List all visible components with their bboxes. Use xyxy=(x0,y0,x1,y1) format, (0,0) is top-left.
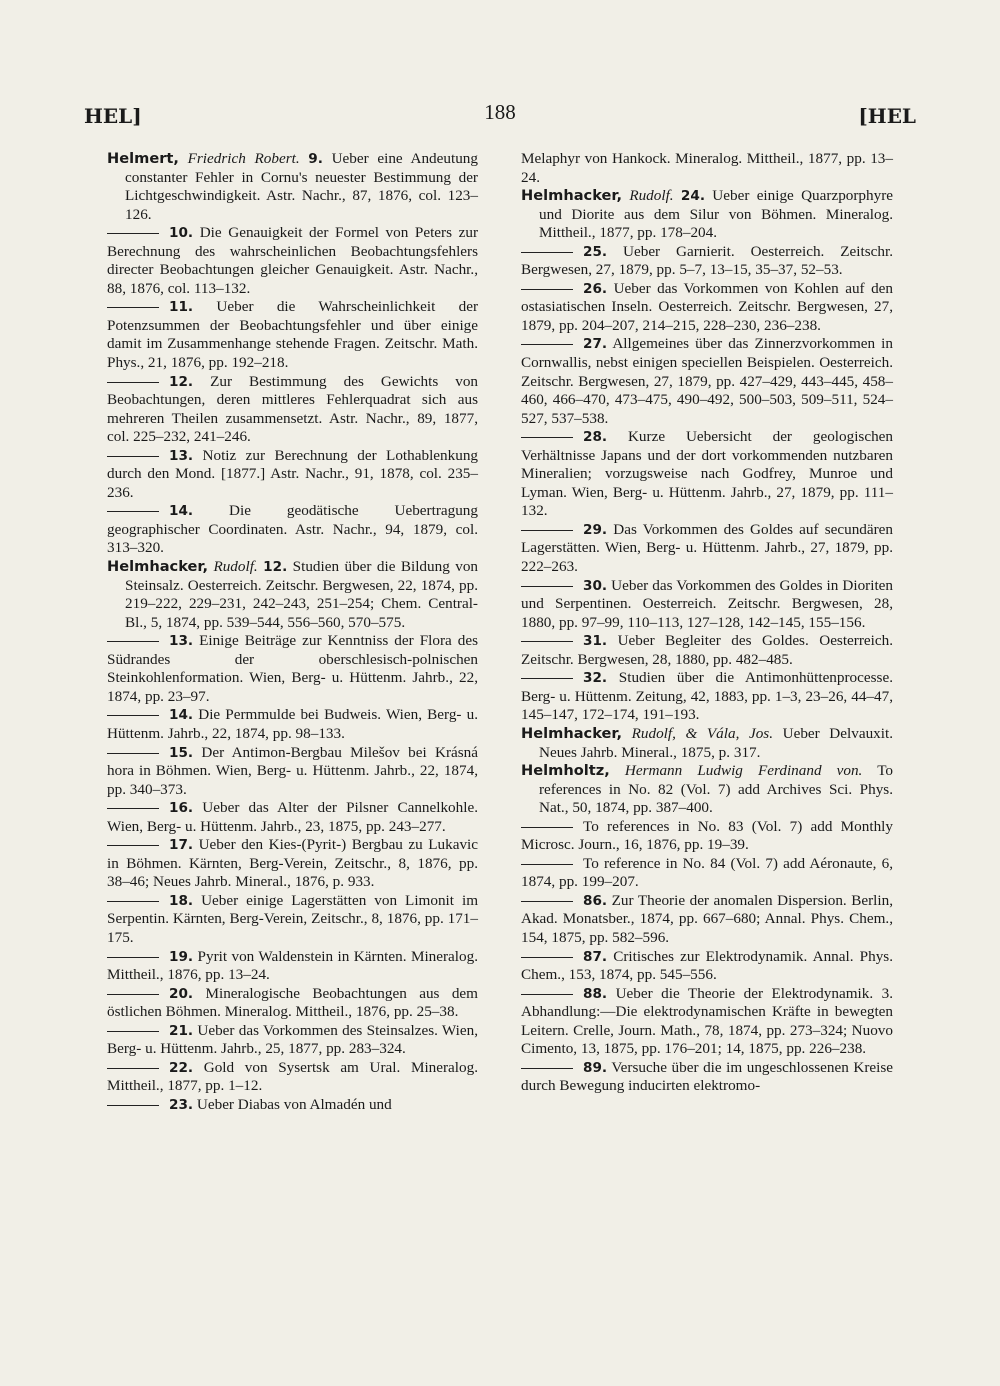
entry-number: 21. xyxy=(169,1022,194,1039)
bibliography-entry xyxy=(107,224,478,298)
entry-text: Der Antimon-Bergbau Milešov bei Krásná hora in Böhmen. Wien, Berg- u. Hüttenm. Jahrb., 22, 1874, pp. 340–373. xyxy=(107,743,478,798)
bibliography-entry xyxy=(107,892,478,948)
left-column xyxy=(107,150,478,1114)
bibliography-entry xyxy=(107,799,478,836)
bibliography-entry xyxy=(521,669,893,725)
entry-number: 23. xyxy=(169,1096,194,1113)
bibliography-entry xyxy=(107,744,478,800)
entry-text: Ueber das Alter der Pilsner Cannelkohle. Wien, Berg- u. Hüttenm. Jahrb., 23, 1875, pp. 243–277. xyxy=(107,799,479,835)
ditto-dash xyxy=(521,994,573,995)
entry-number: 13. xyxy=(169,633,194,650)
entry-text: Ueber eine Andeutung constanter Fehler in Cornu's neuester Bestimmung der Lichtgeschwindigkeit. Astr. Nachr., 87, 1876, col. 123–126. xyxy=(125,150,478,223)
entry-text: Zur Theorie der anomalen Dispersion. Berlin, Akad. Monatsber., 1874, pp. 667–680; Annal. Phys. Chem., 154, 1875, pp. 582–596. xyxy=(521,891,894,946)
bibliography-entry xyxy=(521,1059,893,1096)
entry-text: Ueber Garnierit. Oesterreich. Zeitschr. Bergwesen, 27, 1879, pp. 5–7, 13–15, 35–37, 52–53. xyxy=(521,242,893,279)
author-given-name: Friedrich Robert. xyxy=(187,150,300,167)
bibliography-entry xyxy=(521,985,893,1059)
entry-text: Mineralogische Beobachtungen aus dem östlichen Böhmen. Mineralog. Mittheil., 1876, pp. 25–38. xyxy=(107,984,478,1021)
ditto-dash xyxy=(107,1068,159,1069)
author-name: Helmhacker, xyxy=(521,187,623,205)
entry-text: Ueber Begleiter des Goldes. Oesterreich. Zeitschr. Bergwesen, 28, 1880, pp. 482–485. xyxy=(521,632,894,668)
bibliography-entry xyxy=(107,1059,478,1096)
entry-text: Ueber die Wahrscheinlichkeit der Potenzsummen der Beobachtungsfehler und über einige damit im Zusammenhange stehende Fragen. Zeitschr. Math. Phys., 21, 1876, pp. 192–218. xyxy=(107,298,479,372)
entry-text: Ueber das Vorkommen des Steinsalzes. Wien, Berg- u. Hüttenm. Jahrb., 25, 1877, pp. 283–324. xyxy=(107,1021,478,1058)
ditto-dash xyxy=(107,901,159,902)
ditto-dash xyxy=(521,827,573,828)
entry-number: 31. xyxy=(583,633,608,650)
running-head-left: HEL] xyxy=(84,104,142,128)
bibliography-entry xyxy=(107,948,478,985)
entry-text: Ueber das Vorkommen von Kohlen auf den ostasiatischen Inseln. Oesterreich. Zeitschr. Bergwesen, 27, 1879, pp. 204–207, 214–215, 228–230, 236–238. xyxy=(521,279,893,334)
entry-number: 12. xyxy=(169,373,194,390)
entry-text: Studien über die Antimonhüttenprocesse. Berg- u. Hüttenm. Zeitung, 42, 1883, pp. 1–3, 23–26, 44–47, 145–147, 172–174, 191–193. xyxy=(521,669,893,724)
ditto-dash xyxy=(521,641,573,642)
ditto-dash xyxy=(107,994,159,995)
entry-text: Die Genauigkeit der Formel von Peters zur Berechnung des wahrscheinlichen Beobachtungsfehlers directer Beobachtungen gleicher Genauigkeit. Astr. Nachr., 88, 1876, col. 113–132. xyxy=(107,224,478,297)
ditto-dash xyxy=(521,530,573,531)
entry-text: Studien über die Bildung von Steinsalz. Oesterreich. Zeitschr. Bergwesen, 22, 1874, pp. 219–222, 229–231, 242–243, 251–254; Chem. Central-Bl., 5, 1874, pp. 539–544, 556–560, 570–575. xyxy=(125,558,479,631)
running-head-right: [HEL xyxy=(858,104,916,128)
bibliography-entry xyxy=(521,280,893,336)
bibliography-entry xyxy=(521,892,893,948)
bibliography-entry xyxy=(107,502,478,558)
bibliography-entry xyxy=(521,948,893,985)
entry-number: 13. xyxy=(169,447,194,464)
entry-text: Allgemeines über das Zinnerzvorkommen in Cornwallis, nebst einigen speciellen Beispielen. Oesterreich. Zeitschr. Bergwesen, 27, 1879, pp. 427–429, 443–445, 458–460, 466–470, 473–475, 490–492, 500–503, 509–511, 524–527, 537–538. xyxy=(521,335,893,427)
bibliography-entry xyxy=(107,706,478,743)
entry-number: 9. xyxy=(308,151,323,167)
ditto-dash xyxy=(107,808,159,809)
entry-text: Ueber einige Lagerstätten von Limonit im Serpentin. Kärnten, Berg-Verein, Zeitschr., 8, 1876, pp. 171–175. xyxy=(107,891,479,946)
ditto-dash xyxy=(107,845,159,846)
bibliography-entry xyxy=(107,985,478,1022)
ditto-dash xyxy=(107,307,159,308)
right-column xyxy=(521,150,893,1096)
bibliography-entry xyxy=(521,818,893,855)
entry-number: 10. xyxy=(169,225,194,242)
bibliography-entry xyxy=(521,150,893,187)
entry-text: To reference in No. 84 (Vol. 7) add Aéronaute, 6, 1874, pp. 199–207. xyxy=(521,854,893,891)
bibliography-entry xyxy=(107,836,478,892)
bibliography-entry xyxy=(521,521,893,577)
ditto-dash xyxy=(107,957,159,958)
ditto-dash xyxy=(521,586,573,587)
ditto-dash xyxy=(521,678,573,679)
entry-text: Ueber Delvauxit. Neues Jahrb. Mineral., 1875, p. 317. xyxy=(539,724,893,761)
author-name: Helmert, xyxy=(107,150,179,167)
ditto-dash xyxy=(107,511,159,512)
entry-number: 89. xyxy=(583,1059,608,1076)
ditto-dash xyxy=(107,715,159,716)
ditto-dash xyxy=(107,456,159,457)
entry-text: Critisches zur Elektrodynamik. Annal. Phys. Chem., 153, 1874, pp. 545–556. xyxy=(521,947,893,984)
author-given-name: Rudolf, & Vála, Jos. xyxy=(631,724,774,742)
author-given-name: Rudolf. xyxy=(213,558,258,576)
bibliography-entry xyxy=(521,632,893,669)
bibliography-entry xyxy=(521,428,893,521)
entry-number: 25. xyxy=(583,243,608,260)
page-number: 188 xyxy=(484,100,516,124)
author-name: Helmholtz, xyxy=(521,762,610,780)
entry-text: Ueber einige Quarzporphyre und Diorite aus dem Silur von Böhmen. Mineralog. Mittheil., 1877, pp. 178–204. xyxy=(539,187,894,242)
entry-number: 18. xyxy=(169,892,194,909)
ditto-dash xyxy=(107,1105,159,1106)
entry-number: 16. xyxy=(169,800,194,817)
entry-number: 11. xyxy=(169,299,194,316)
ditto-dash xyxy=(107,1031,159,1032)
entry-number: 22. xyxy=(169,1059,194,1076)
ditto-dash xyxy=(521,1068,573,1069)
bibliography-entry xyxy=(107,150,478,224)
entry-number: 86. xyxy=(583,892,608,909)
entry-number: 29. xyxy=(583,521,608,538)
entry-number: 15. xyxy=(169,744,194,761)
entry-number: 87. xyxy=(583,948,608,965)
bibliography-entry xyxy=(521,762,893,818)
bibliography-entry xyxy=(107,1022,478,1059)
ditto-dash xyxy=(521,289,573,290)
entry-text: Die geodätische Uebertragung geographischer Coordinaten. Astr. Nachr., 94, 1879, col. 313–320. xyxy=(107,502,478,557)
entry-text: Melaphyr von Hankock. Mineralog. Mittheil., 1877, pp. 13–24. xyxy=(521,150,893,186)
ditto-dash xyxy=(521,437,573,438)
entry-text: Gold von Sysertsk am Ural. Mineralog. Mittheil., 1877, pp. 1–12. xyxy=(107,1058,479,1095)
entry-number: 88. xyxy=(583,985,608,1002)
entry-number: 30. xyxy=(583,577,608,594)
bibliography-entry xyxy=(521,855,893,892)
entry-number: 19. xyxy=(169,948,194,965)
entry-text: To references in No. 82 (Vol. 7) add Archives Sci. Phys. Nat., 50, 1874, pp. 387–400. xyxy=(539,762,893,817)
ditto-dash xyxy=(107,641,159,642)
entry-number: 24. xyxy=(680,188,705,205)
entry-number: 26. xyxy=(583,280,608,297)
entry-number: 32. xyxy=(583,670,608,687)
bibliography-entry xyxy=(107,373,478,447)
ditto-dash xyxy=(521,864,573,865)
ditto-dash xyxy=(521,957,573,958)
bibliography-entry xyxy=(521,243,893,280)
bibliography-entry xyxy=(521,725,893,762)
bibliography-entry xyxy=(107,447,478,503)
entry-number: 14. xyxy=(169,707,194,724)
entry-number: 27. xyxy=(583,336,608,353)
entry-text: Ueber den Kies-(Pyrit-) Bergbau zu Lukavic in Böhmen. Kärnten, Berg-Verein, Zeitschr., 8, 1876, pp. 38–46; Neues Jahrb. Mineral., 1876, p. 933. xyxy=(107,836,478,891)
entry-text: Kurze Uebersicht der geologischen Verhältnisse Japans und der dort vorkommenden nutzbaren Mineralien; vorzugsweise nach Godfrey, Munroe und Lyman. Wien, Berg- u. Hüttenm. Jahrb., 27, 1879, pp. 111–132. xyxy=(521,428,893,520)
entry-text: Ueber die Theorie der Elektrodynamik. 3. Abhandlung:—Die elektrodynamischen Kräfte in bewegten Leitern. Crelle, Journ. Math., 78, 1874, pp. 273–324; Nuovo Cimento, 13, 1875, pp. 176–201; 14, 1875, pp. 226–238. xyxy=(521,984,893,1058)
entry-text: Ueber das Vorkommen des Goldes in Dioriten und Serpentinen. Oesterreich. Zeitschr. Bergwesen, 28, 1880, pp. 97–99, 110–113, 127–128, 142–145, 155–156. xyxy=(521,576,893,631)
entry-text: Notiz zur Berechnung der Lothablenkung durch den Mond. [1877.] Astr. Nachr., 91, 1878, col. 235–236. xyxy=(107,446,479,501)
entry-text: Die Permmulde bei Budweis. Wien, Berg- u. Hüttenm. Jahrb., 22, 1874, pp. 98–133. xyxy=(107,706,478,742)
bibliography-entry xyxy=(521,577,893,633)
entry-text: To references in No. 83 (Vol. 7) add Monthly Microsc. Journ., 16, 1876, pp. 19–39. xyxy=(521,817,893,854)
ditto-dash xyxy=(107,233,159,234)
entry-text: Pyrit von Waldenstein in Kärnten. Mineralog. Mittheil., 1876, pp. 13–24. xyxy=(107,947,478,984)
ditto-dash xyxy=(521,252,573,253)
bibliography-entry xyxy=(521,335,893,428)
entry-text: Versuche über die im ungeschlossenen Kreise durch Bewegung inducirten elektromo- xyxy=(521,1058,893,1095)
bibliography-entry xyxy=(107,298,478,372)
entry-number: 17. xyxy=(169,837,194,854)
ditto-dash xyxy=(107,382,159,383)
bibliography-entry xyxy=(107,558,478,632)
ditto-dash xyxy=(521,344,573,345)
entry-text: Zur Bestimmung des Gewichts von Beobachtungen, deren mittleres Fehlerquadrat sich aus mehreren Theilen zusammensetzt. Astr. Nachr., 89, 1877, col. 225–232, 241–246. xyxy=(107,372,479,446)
page-header xyxy=(84,100,916,140)
bibliography-entry xyxy=(107,632,478,706)
author-name: Helmhacker, xyxy=(107,558,209,576)
bibliography-entry xyxy=(107,1096,478,1115)
entry-text: Einige Beiträge zur Kenntniss der Flora des Südrandes der oberschlesisch-polnischen Steinkohlenformation. Wien, Berg- u. Hüttenm. Jahrb., 22, 1874, pp. 23–97. xyxy=(107,632,478,705)
entry-number: 14. xyxy=(169,503,194,520)
entry-text: Das Vorkommen des Goldes auf secundären Lagerstätten. Wien, Berg- u. Hüttenm. Jahrb., 27, 1879, pp. 222–263. xyxy=(521,520,894,576)
ditto-dash xyxy=(107,753,159,754)
entry-number: 20. xyxy=(169,985,194,1002)
entry-number: 12. xyxy=(263,559,288,576)
entry-number: 28. xyxy=(583,429,608,446)
author-given-name: Rudolf. xyxy=(629,187,674,205)
bibliography-entry xyxy=(521,187,893,243)
author-name: Helmhacker, xyxy=(521,724,623,742)
ditto-dash xyxy=(521,901,573,902)
entry-text: Ueber Diabas von Almadén und xyxy=(196,1095,392,1113)
author-given-name: Hermann Ludwig Ferdinand von. xyxy=(624,762,863,780)
